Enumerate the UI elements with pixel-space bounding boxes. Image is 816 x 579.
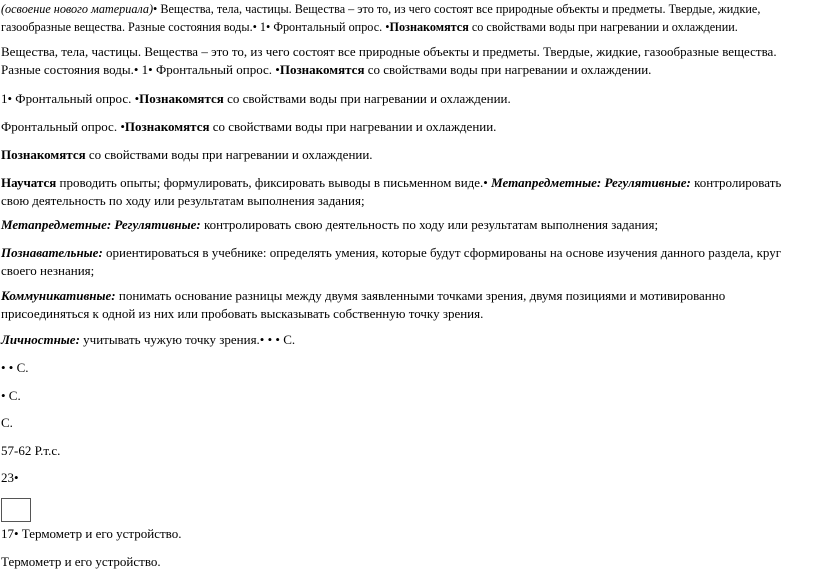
paragraph-11: • • С.	[1, 360, 29, 375]
paragraph-8: Познавательные: ориентироваться в учебнике: определять умения, которые будут сформированы на основе изучения данного раздела, круг своего незнания;	[1, 245, 782, 278]
paragraph-13: С.	[1, 415, 13, 430]
paragraph-5: Познакомятся со свойствами воды при нагревании и охлаждении.	[1, 147, 373, 162]
paragraph-16: 17• Термометр и его устройство.	[1, 526, 182, 541]
paragraph-2: Вещества, тела, частицы. Вещества – это то, из чего состоят все природные объекты и предметы. Твердые, жидкие, газообразные вещества. Разные состояния воды.• 1• Фронтальный опрос. •Познакомятся со свойствами воды при нагревании и охлаждении.	[1, 44, 777, 77]
paragraph-17: Термометр и его устройство.	[1, 554, 161, 569]
italic-phrase: (освоение нового материала)	[1, 2, 154, 16]
paragraph-12: • С.	[1, 388, 21, 403]
paragraph-7: Метапредметные: Регулятивные: контролировать свою деятельность по ходу или результатам выполнения задания;	[1, 217, 659, 232]
empty-image-frame	[1, 498, 31, 522]
paragraph-3: 1• Фронтальный опрос. •Познакомятся со свойствами воды при нагревании и охлаждении.	[1, 91, 511, 106]
paragraph-15: 23•	[1, 470, 19, 485]
paragraph-6: Научатся проводить опыты; формулировать, фиксировать выводы в письменном виде.• Метапредметные: Регулятивные: контролировать свою деятельность по ходу или результатам выполнения задания;	[1, 175, 782, 208]
paragraph-14: 57-62 Р.т.с.	[1, 443, 61, 458]
paragraph-4: Фронтальный опрос. •Познакомятся со свойствами воды при нагревании и охлаждении.	[1, 119, 497, 134]
paragraph-10: Личностные: учитывать чужую точку зрения.• • • С.	[1, 332, 296, 347]
paragraph-9: Коммуникативные: понимать основание разницы между двумя заявленными точками зрения, двумя позициями и мотивированно присоединяться к одной из них или пробовать высказывать собственную точку зрения.	[1, 288, 726, 321]
paragraph-1: (освоение нового материала)• Вещества, тела, частицы. Вещества – это то, из чего состоят все природные объекты и предметы. Твердые, жидкие, газообразные вещества. Разные состояния воды.• 1• Фронтальный опрос. •Познакомятся со свойствами воды при нагревании и охлаждении.	[1, 2, 761, 34]
